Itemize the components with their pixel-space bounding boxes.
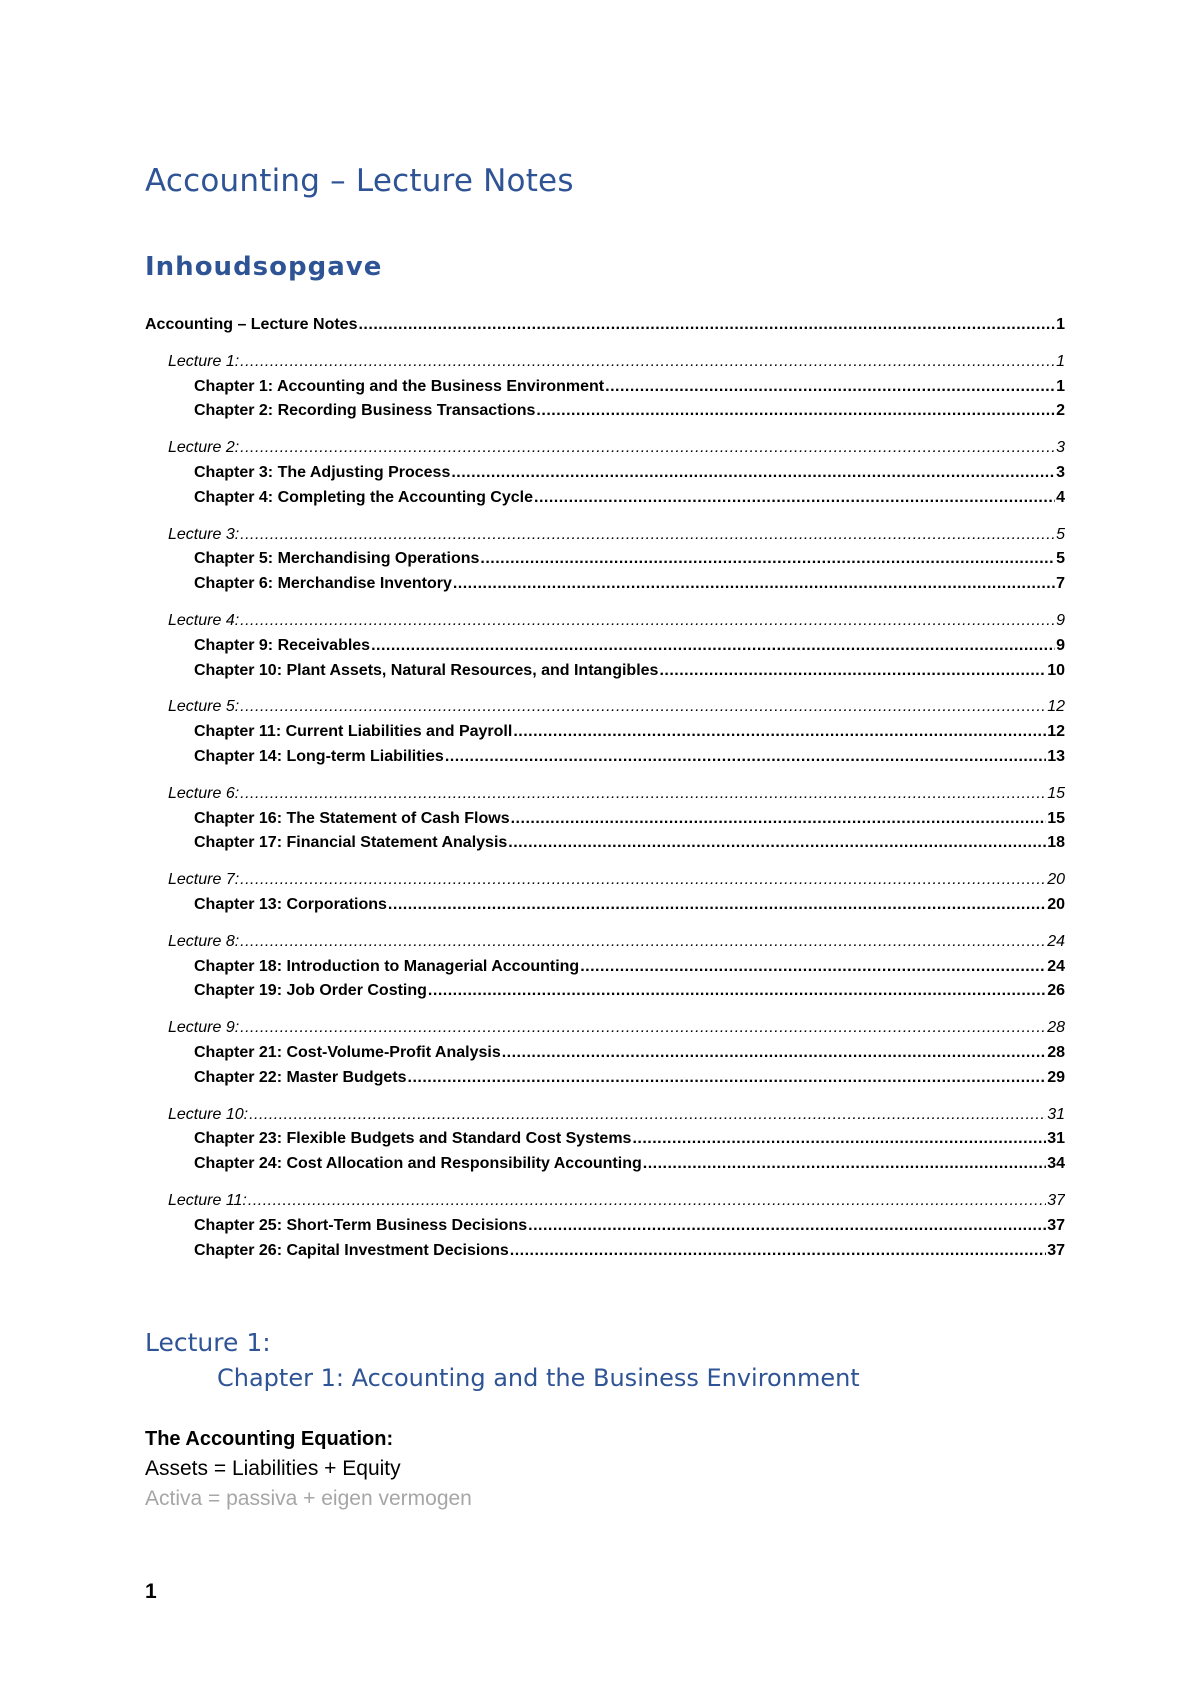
toc-leader-dots bbox=[580, 958, 1046, 976]
toc-entry[interactable] bbox=[194, 464, 1065, 488]
toc-entry[interactable] bbox=[194, 1130, 1065, 1154]
toc-entry-label: Chapter 3: The Adjusting Process bbox=[194, 464, 451, 481]
toc-entry[interactable] bbox=[194, 489, 1065, 513]
toc-entry-page: 7 bbox=[1056, 575, 1065, 593]
toc-entry[interactable] bbox=[194, 982, 1065, 1006]
toc-entry-label: Lecture 10: bbox=[168, 1105, 249, 1123]
accounting-equation-dutch: Activa = passiva + eigen vermogen bbox=[145, 1487, 472, 1510]
toc-entry[interactable] bbox=[168, 439, 1065, 463]
toc-entry-page: 1 bbox=[1056, 316, 1065, 333]
toc-entry-label: Chapter 1: Accounting and the Business Environment bbox=[194, 377, 605, 395]
toc-leader-dots bbox=[511, 810, 1047, 828]
toc-leader-dots bbox=[240, 1019, 1046, 1037]
toc-entry-page: 10 bbox=[1047, 661, 1065, 679]
lecture-heading: Lecture 1: bbox=[145, 1328, 271, 1357]
toc-entry-label: Chapter 11: Current Liabilities and Payroll bbox=[194, 723, 513, 741]
toc-entry-label: Lecture 9: bbox=[168, 1019, 240, 1037]
toc-leader-dots bbox=[240, 353, 1055, 371]
toc-leader-dots bbox=[513, 723, 1046, 741]
toc-entry-page: 3 bbox=[1056, 464, 1065, 481]
toc-entry-page: 37 bbox=[1047, 1241, 1065, 1259]
toc-leader-dots bbox=[249, 1106, 1046, 1124]
toc-entry-page: 37 bbox=[1047, 1192, 1065, 1209]
toc-entry[interactable] bbox=[194, 896, 1065, 920]
toc-entry-label: Chapter 10: Plant Assets, Natural Resources, and Intangibles bbox=[194, 661, 659, 679]
toc-entry-label: Lecture 2: bbox=[168, 439, 240, 457]
toc-entry-label: Chapter 6: Merchandise Inventory bbox=[194, 575, 452, 593]
toc-leader-dots bbox=[643, 1155, 1046, 1173]
toc-entry[interactable] bbox=[194, 834, 1065, 858]
toc-entry[interactable] bbox=[168, 871, 1065, 895]
toc-entry-label: Lecture 7: bbox=[168, 871, 240, 889]
toc-leader-dots bbox=[240, 698, 1046, 716]
toc-entry-page: 15 bbox=[1047, 784, 1065, 802]
toc-leader-dots bbox=[536, 402, 1055, 420]
toc-entry[interactable] bbox=[168, 785, 1065, 809]
toc-entry-page: 31 bbox=[1047, 1130, 1065, 1148]
toc-entry-page: 29 bbox=[1047, 1068, 1065, 1086]
toc-entry-page: 37 bbox=[1047, 1216, 1065, 1234]
toc-entry-label: Chapter 26: Capital Investment Decisions bbox=[194, 1241, 509, 1259]
toc-entry-label: Lecture 6: bbox=[168, 784, 240, 802]
toc-entry[interactable] bbox=[194, 1069, 1065, 1093]
toc-entry-label: Chapter 21: Cost-Volume-Profit Analysis bbox=[194, 1044, 501, 1061]
toc-entry-page: 1 bbox=[1056, 377, 1065, 395]
toc-entry[interactable] bbox=[168, 612, 1065, 636]
toc-heading: Inhoudsopgave bbox=[145, 252, 383, 282]
toc-entry-page: 31 bbox=[1047, 1105, 1065, 1123]
toc-entry-label: Chapter 24: Cost Allocation and Responsibility Accounting bbox=[194, 1155, 642, 1173]
toc-leader-dots bbox=[480, 550, 1055, 568]
toc-leader-dots bbox=[510, 1242, 1046, 1260]
accounting-equation: Assets = Liabilities + Equity bbox=[145, 1457, 401, 1480]
toc-entry[interactable] bbox=[194, 378, 1065, 402]
toc-leader-dots bbox=[240, 612, 1055, 630]
toc-entry-page: 1 bbox=[1056, 352, 1065, 370]
page-number: 1 bbox=[145, 1580, 157, 1603]
toc-entry-label: Lecture 1: bbox=[168, 352, 240, 370]
toc-entry-page: 13 bbox=[1047, 748, 1065, 765]
toc-entry[interactable] bbox=[168, 933, 1065, 957]
toc-entry-label: Lecture 3: bbox=[168, 525, 240, 543]
toc-entry-page: 24 bbox=[1047, 932, 1065, 950]
toc-entry-page: 28 bbox=[1047, 1019, 1065, 1037]
toc-entry[interactable] bbox=[194, 1044, 1065, 1068]
toc-entry-page: 3 bbox=[1056, 439, 1065, 457]
toc-entry-label: Chapter 4: Completing the Accounting Cycle bbox=[194, 488, 533, 506]
toc-leader-dots bbox=[502, 1044, 1046, 1062]
toc-entry[interactable] bbox=[194, 550, 1065, 574]
toc-entry-page: 28 bbox=[1047, 1044, 1065, 1061]
toc-leader-dots bbox=[358, 316, 1055, 334]
toc-leader-dots bbox=[408, 1069, 1047, 1087]
toc-entry-page: 15 bbox=[1047, 809, 1065, 827]
toc-leader-dots bbox=[508, 834, 1046, 852]
toc-entry-page: 2 bbox=[1056, 402, 1065, 420]
toc-entry[interactable] bbox=[194, 1155, 1065, 1179]
toc-entry[interactable] bbox=[194, 748, 1065, 772]
toc-leader-dots bbox=[240, 933, 1046, 951]
toc-leader-dots bbox=[445, 748, 1046, 766]
toc-entry-label: Accounting – Lecture Notes bbox=[145, 316, 358, 333]
toc-entry-page: 5 bbox=[1056, 550, 1065, 568]
toc-entry-label: Chapter 17: Financial Statement Analysis bbox=[194, 834, 508, 852]
toc-entry-label: Chapter 25: Short-Term Business Decisions bbox=[194, 1216, 528, 1234]
toc-entry-page: 34 bbox=[1047, 1155, 1065, 1173]
toc-entry-label: Lecture 5: bbox=[168, 698, 240, 716]
toc-entry[interactable] bbox=[168, 698, 1065, 722]
toc-leader-dots bbox=[534, 489, 1055, 507]
toc-entry-label: Chapter 18: Introduction to Managerial Accounting bbox=[194, 957, 580, 975]
equation-heading: The Accounting Equation: bbox=[145, 1428, 394, 1450]
toc-entry[interactable] bbox=[194, 575, 1065, 599]
toc-entry-page: 12 bbox=[1047, 723, 1065, 741]
toc-entry-page: 20 bbox=[1047, 896, 1065, 913]
toc-entry[interactable] bbox=[194, 1242, 1065, 1266]
toc-entry-page: 24 bbox=[1047, 957, 1065, 975]
toc-entry[interactable] bbox=[194, 402, 1065, 426]
toc-entry-label: Lecture 8: bbox=[168, 932, 240, 950]
toc-entry-page: 12 bbox=[1047, 698, 1065, 716]
toc-entry-page: 26 bbox=[1047, 982, 1065, 1000]
toc-entry-label: Lecture 11: bbox=[168, 1192, 247, 1209]
toc-entry-page: 18 bbox=[1047, 834, 1065, 852]
toc-entry-label: Chapter 5: Merchandising Operations bbox=[194, 550, 480, 568]
toc-entry[interactable] bbox=[194, 1217, 1065, 1241]
toc-leader-dots bbox=[632, 1130, 1046, 1148]
toc-entry[interactable] bbox=[168, 1106, 1065, 1130]
toc-entry-page: 20 bbox=[1047, 871, 1065, 889]
toc-entry-label: Chapter 22: Master Budgets bbox=[194, 1068, 407, 1086]
toc-entry[interactable] bbox=[194, 662, 1065, 686]
toc-leader-dots bbox=[453, 575, 1055, 593]
toc-leader-dots bbox=[240, 785, 1046, 803]
toc-leader-dots bbox=[240, 526, 1055, 544]
toc-entry[interactable] bbox=[168, 1019, 1065, 1043]
toc-leader-dots bbox=[428, 982, 1046, 1000]
toc-entry[interactable] bbox=[168, 1192, 1065, 1216]
toc-entry-label: Chapter 23: Flexible Budgets and Standard Cost Systems bbox=[194, 1130, 632, 1148]
toc-leader-dots bbox=[605, 378, 1055, 396]
toc-entry[interactable] bbox=[194, 810, 1065, 834]
toc-leader-dots bbox=[248, 1192, 1046, 1210]
toc-entry-page: 9 bbox=[1056, 636, 1065, 654]
toc-entry-page: 9 bbox=[1056, 612, 1065, 629]
chapter-heading: Chapter 1: Accounting and the Business Environment bbox=[217, 1364, 860, 1392]
document-title: Accounting – Lecture Notes bbox=[145, 163, 574, 199]
toc-leader-dots bbox=[388, 896, 1046, 914]
toc-entry-label: Chapter 13: Corporations bbox=[194, 896, 387, 913]
toc-entry[interactable] bbox=[145, 316, 1065, 340]
toc-entry[interactable] bbox=[194, 958, 1065, 982]
toc-entry[interactable] bbox=[168, 526, 1065, 550]
toc-leader-dots bbox=[371, 637, 1055, 655]
toc-entry-label: Chapter 2: Recording Business Transactions bbox=[194, 402, 536, 420]
toc-entry-label: Chapter 14: Long-term Liabilities bbox=[194, 748, 444, 765]
toc-leader-dots bbox=[240, 439, 1055, 457]
toc-leader-dots bbox=[240, 871, 1046, 889]
toc-entry-label: Chapter 19: Job Order Costing bbox=[194, 982, 427, 1000]
toc-leader-dots bbox=[451, 464, 1055, 482]
toc-entry-label: Lecture 4: bbox=[168, 612, 240, 629]
toc-entry[interactable] bbox=[194, 723, 1065, 747]
toc-entry[interactable] bbox=[168, 353, 1065, 377]
toc-entry-page: 5 bbox=[1056, 525, 1065, 543]
toc-leader-dots bbox=[528, 1217, 1046, 1235]
toc-entry-label: Chapter 16: The Statement of Cash Flows bbox=[194, 809, 510, 827]
toc-leader-dots bbox=[659, 662, 1046, 680]
toc-entry-page: 4 bbox=[1056, 488, 1065, 506]
toc-entry[interactable] bbox=[194, 637, 1065, 661]
toc-entry-label: Chapter 9: Receivables bbox=[194, 636, 371, 654]
